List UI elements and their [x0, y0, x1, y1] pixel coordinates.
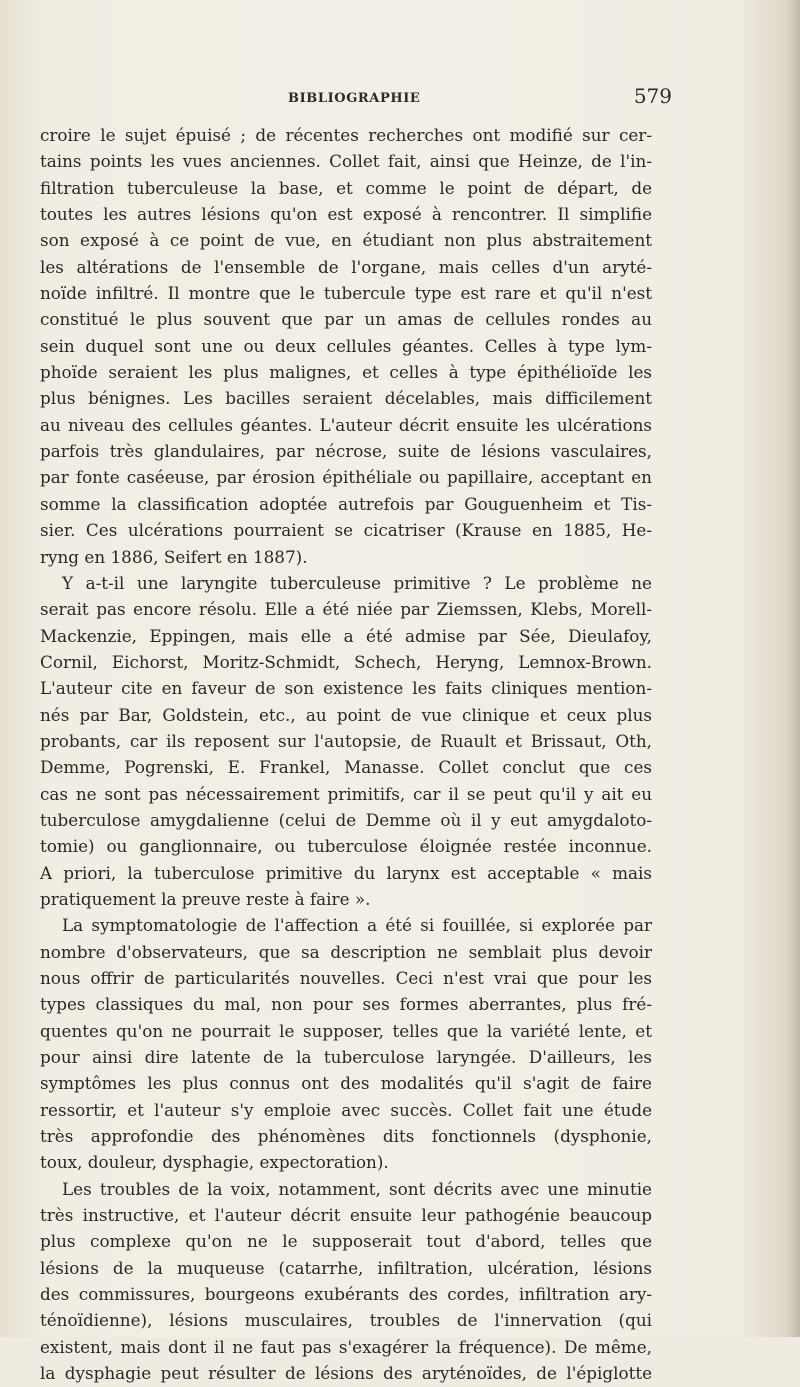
- text-line: au niveau des cellules géantes. L'auteur décrit ensuite les ulcérations: [40, 414, 652, 435]
- text-line: phoïde seraient les plus malignes, et celles à type épithélioïde les: [40, 362, 652, 383]
- page-edge-shadow: [786, 0, 800, 1337]
- text-line: la dysphagie peut résulter de lésions des aryténoïdes, de l'épiglotte: [40, 1363, 652, 1384]
- text-line: plus bénignes. Les bacilles seraient décelables, mais difficilement: [40, 388, 652, 409]
- text-line: nés par Bar, Goldstein, etc., au point de vue clinique et ceux plus: [40, 704, 652, 725]
- text-line: La symptomatologie de l'affection a été si fouillée, si explorée par: [62, 915, 652, 936]
- text-line: par fonte caséeuse, par érosion épithéliale ou papillaire, acceptant en: [40, 467, 652, 488]
- running-head: BIBLIOGRAPHIE: [288, 91, 421, 106]
- text-line: des commissures, bourgeons exubérants des cordes, infiltration ary-: [40, 1284, 652, 1305]
- text-line: somme la classification adoptée autrefois par Gouguenheim et Tis-: [40, 493, 652, 514]
- text-line: tuberculose amygdalienne (celui de Demme où il y eut amygdaloto-: [40, 809, 652, 830]
- text-line: pratiquement la preuve reste à faire ».: [40, 888, 371, 909]
- text-line: noïde infiltré. Il montre que le tubercule type est rare et qu'il n'est: [40, 283, 652, 304]
- text-line: plus complexe qu'on ne le supposerait tout d'abord, telles que: [40, 1231, 652, 1252]
- body-text: [40, 122, 652, 1387]
- text-line: L'auteur cite en faveur de son existence les faits cliniques mention-: [40, 678, 652, 699]
- text-line: nous offrir de particularités nouvelles. Ceci n'est vrai que pour les: [40, 968, 652, 988]
- text-line: sier. Ces ulcérations pourraient se cicatriser (Krause en 1885, He-: [40, 520, 652, 541]
- text-line: parfois très glandulaires, par nécrose, suite de lésions vasculaires,: [40, 441, 652, 462]
- text-line: très instructive, et l'auteur décrit ensuite leur pathogénie beaucoup: [40, 1205, 652, 1226]
- text-line: probants, car ils reposent sur l'autopsie, de Ruault et Brissaut, Oth,: [40, 730, 652, 751]
- text-line: ressortir, et l'auteur s'y emploie avec succès. Collet fait une étude: [40, 1099, 652, 1120]
- text-line: constitué le plus souvent que par un amas de cellules rondes au: [40, 309, 652, 330]
- text-line: filtration tuberculeuse la base, et comme le point de départ, de: [40, 177, 652, 198]
- text-line: toux, douleur, dysphagie, expectoration).: [40, 1152, 389, 1173]
- page-header: [40, 84, 672, 114]
- text-line: lésions de la muqueuse (catarrhe, infiltration, ulcération, lésions: [40, 1257, 652, 1278]
- text-line: très approfondie des phénomènes dits fonctionnels (dysphonie,: [40, 1126, 652, 1147]
- text-line: tomie) ou ganglionnaire, ou tuberculose éloignée restée inconnue.: [40, 836, 652, 857]
- text-line: ténoïdienne), lésions musculaires, troubles de l'innervation (qui: [40, 1310, 652, 1331]
- text-line: ryng en 1886, Seifert en 1887).: [40, 546, 308, 567]
- text-line: Les troubles de la voix, notamment, sont décrits avec une minutie: [62, 1178, 652, 1199]
- text-line: Y a-t-il une laryngite tuberculeuse primitive ? Le problème ne: [62, 572, 652, 593]
- text-line: tains points les vues anciennes. Collet fait, ainsi que Heinze, de l'in-: [40, 151, 652, 172]
- text-line: types classiques du mal, non pour ses formes aberrantes, plus fré-: [40, 994, 652, 1015]
- text-line: A priori, la tuberculose primitive du larynx est acceptable « mais: [40, 862, 652, 883]
- page-number: 579: [633, 84, 672, 108]
- text-line: existent, mais dont il ne faut pas s'exagérer la fréquence). De même,: [40, 1336, 652, 1357]
- text-line: sein duquel sont une ou deux cellules géantes. Celles à type lym-: [40, 335, 652, 356]
- text-line: son exposé à ce point de vue, en étudiant non plus abstraitement: [40, 230, 652, 251]
- text-line: cas ne sont pas nécessairement primitifs, car il se peut qu'il y ait eu: [40, 783, 652, 804]
- text-line: symptômes les plus connus ont des modalités qu'il s'agit de faire: [40, 1073, 652, 1094]
- text-line: toutes les autres lésions qu'on est exposé à rencontrer. Il simplifie: [40, 204, 652, 225]
- text-line: Mackenzie, Eppingen, mais elle a été admise par Sée, Dieulafoy,: [40, 625, 652, 646]
- text-line: Demme, Pogrenski, E. Frankel, Manasse. Collet conclut que ces: [40, 757, 652, 778]
- text-line: les altérations de l'ensemble de l'organe, mais celles d'un aryté-: [40, 256, 652, 277]
- text-line: quentes qu'on ne pourrait le supposer, telles que la variété lente, et: [40, 1020, 652, 1041]
- text-line: pour ainsi dire latente de la tuberculose laryngée. D'ailleurs, les: [40, 1047, 652, 1068]
- text-line: nombre d'observateurs, que sa description ne semblait plus devoir: [40, 941, 652, 962]
- text-line: serait pas encore résolu. Elle a été niée par Ziemssen, Klebs, Morell-: [40, 599, 652, 620]
- text-line: Cornil, Eichorst, Moritz-Schmidt, Schech, Heryng, Lemnox-Brown.: [40, 651, 652, 672]
- text-line: croire le sujet épuisé ; de récentes recherches ont modifié sur cer-: [40, 125, 652, 145]
